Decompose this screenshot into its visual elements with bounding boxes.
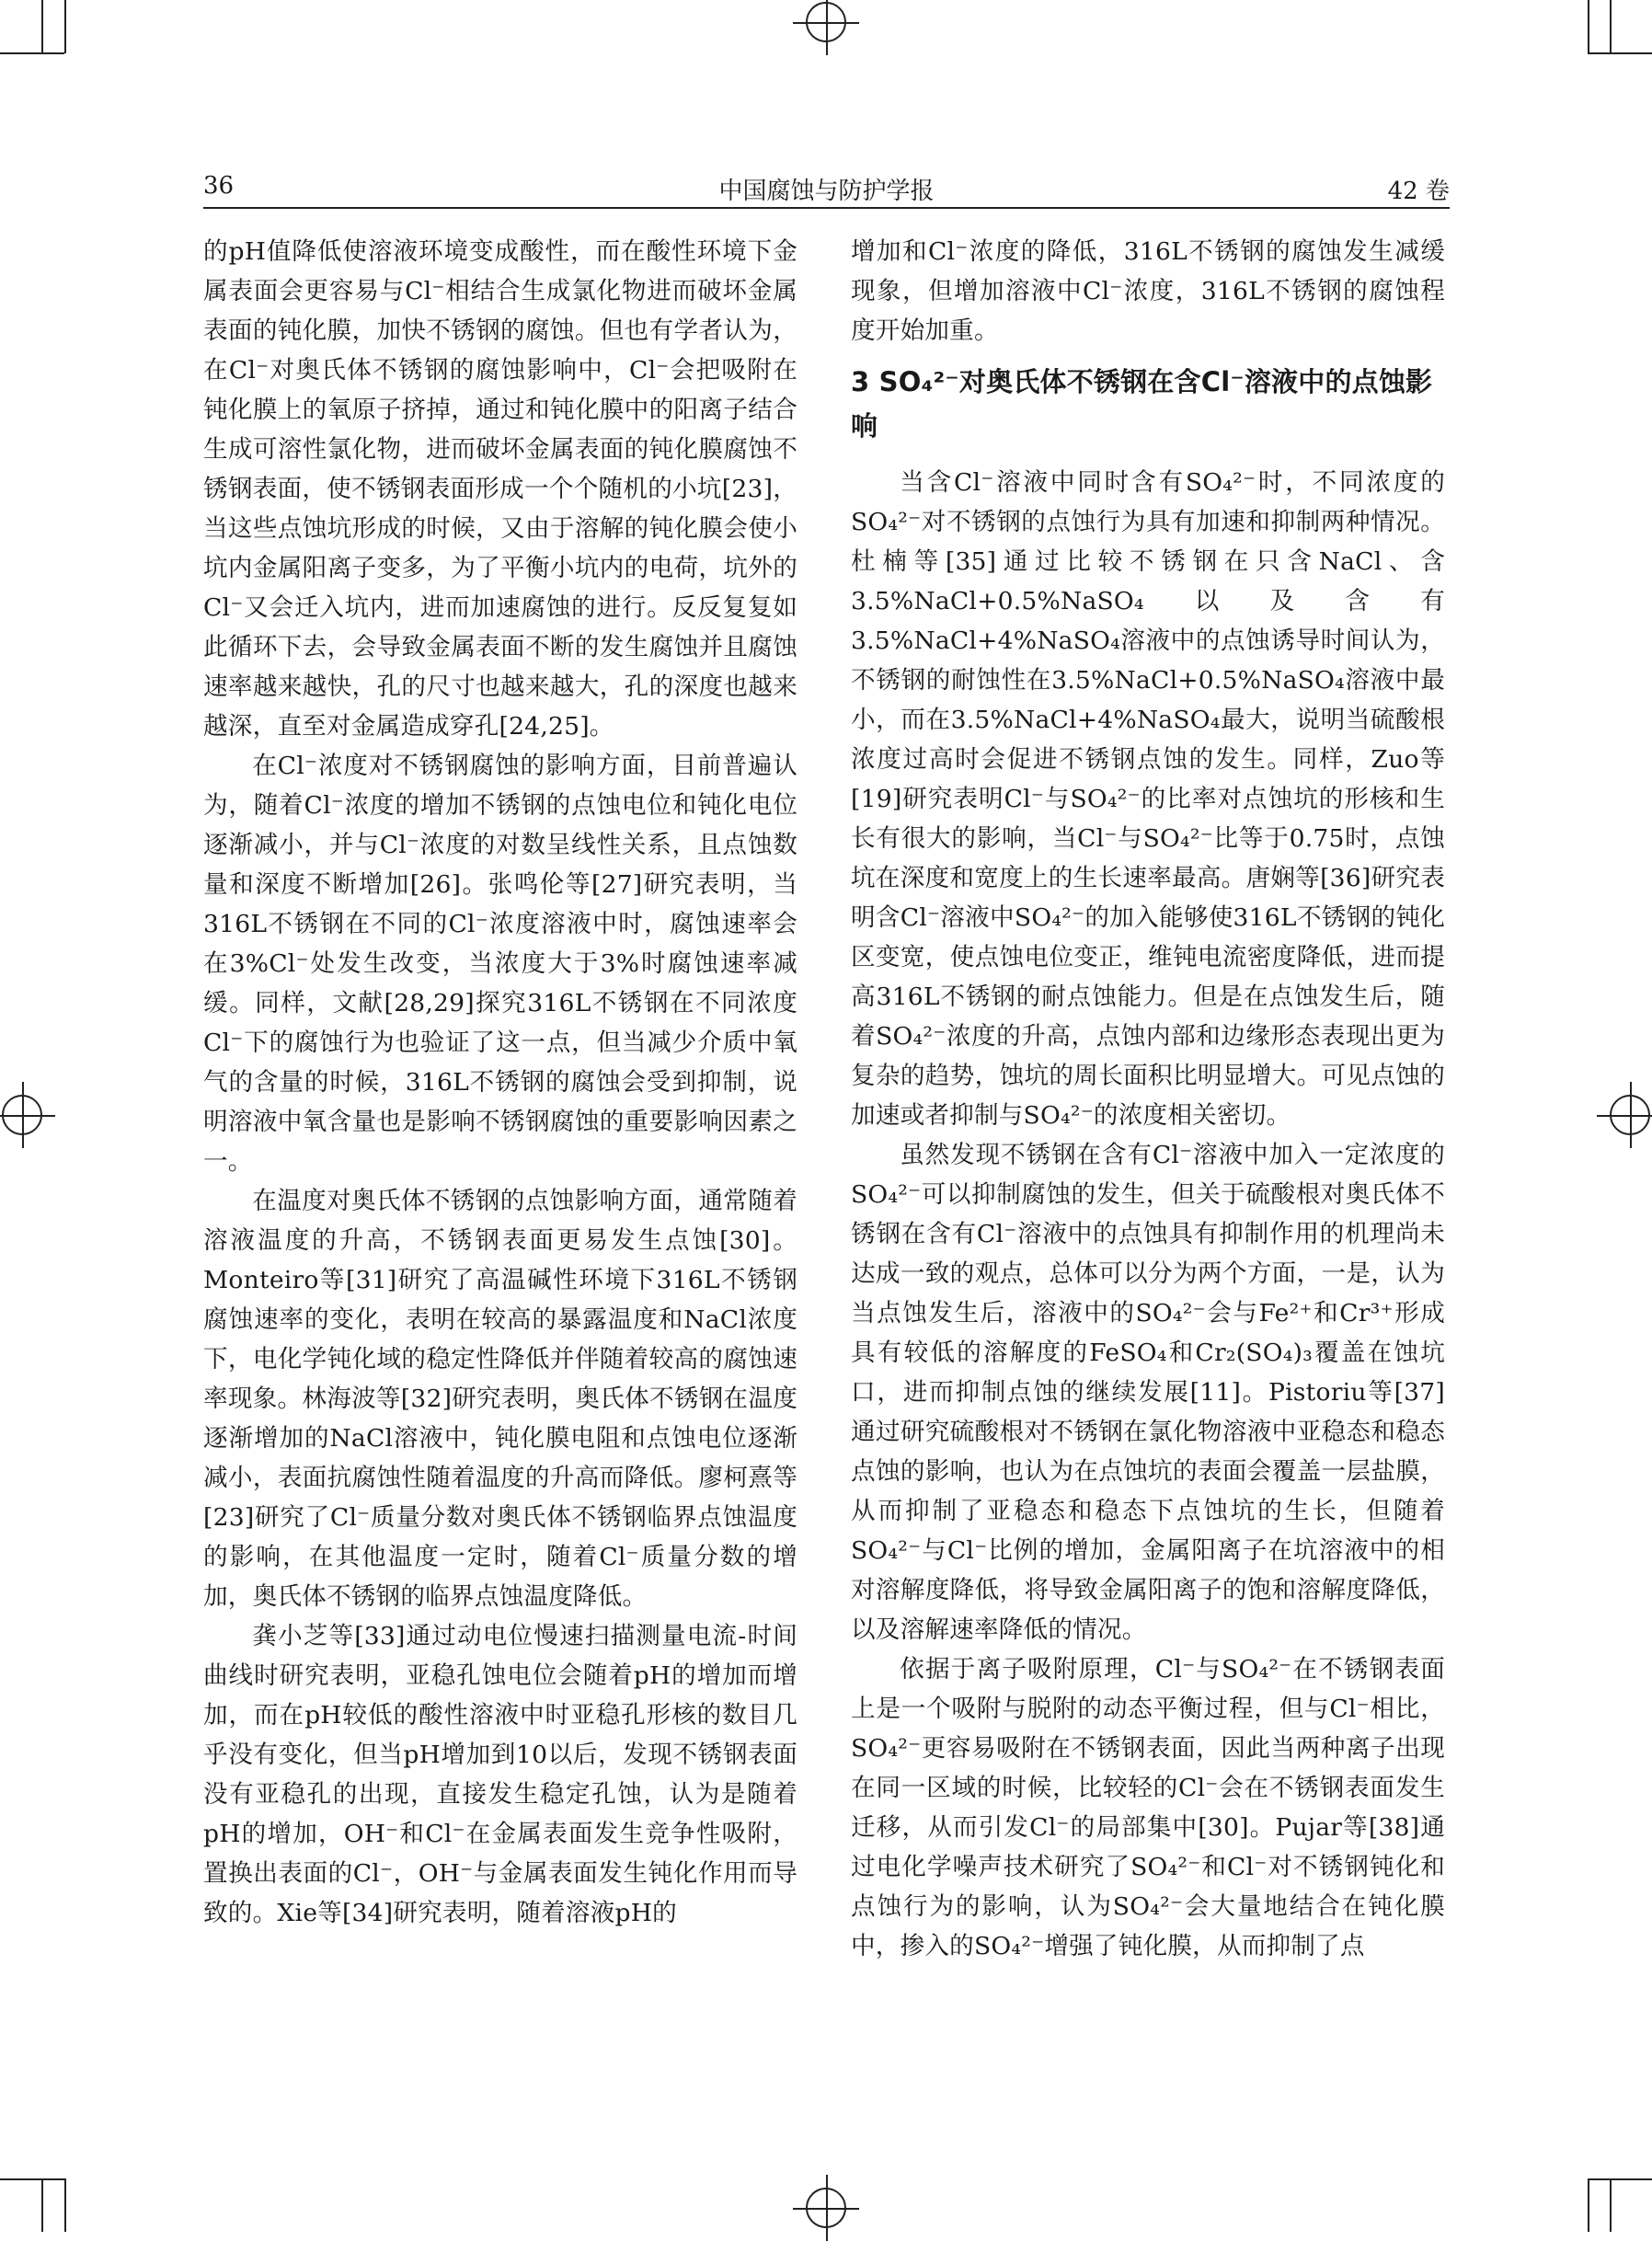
crop-mark-bottom-left-v bbox=[41, 2178, 43, 2232]
section-heading: 3 SO₄²⁻对奥氏体不锈钢在含Cl⁻溶液中的点蚀影响 bbox=[851, 366, 1433, 442]
right-column bbox=[851, 232, 1445, 1966]
registration-mark-top bbox=[806, 2, 846, 42]
paragraph: 增加和Cl⁻浓度的降低，316L不锈钢的腐蚀发生减缓现象，但增加溶液中Cl⁻浓度，316L不锈钢的腐蚀程度开始加重。 bbox=[851, 237, 1445, 345]
left-column bbox=[203, 232, 797, 1933]
paragraph: 的pH值降低使溶液环境变成酸性，而在酸性环境下金属表面会更容易与Cl⁻相结合生成氯化物进而破坏金属表面的钝化膜，加快不锈钢的腐蚀。但也有学者认为，在Cl⁻对奥氏体不锈钢的腐蚀影响中，Cl⁻会把吸附在钝化膜上的氧原子挤掉，通过和钝化膜中的阳离子结合生成可溶性氯化物，进而破坏金属表面的钝化膜腐蚀不锈钢表面，使不锈钢表面形成一个个随机的小坑[23]，当这些点蚀坑形成的时候，又由于溶解的钝化膜会使小坑内金属阳离子变多，为了平衡小坑内的电荷，坑外的Cl⁻又会迁入坑内，进而加速腐蚀的进行。反反复复如此循环下去，会导致金属表面不断的发生腐蚀并且腐蚀速率越来越快，孔的尺寸也越来越大，孔的深度也越来越深，直至对金属造成穿孔[24,25]。 bbox=[203, 237, 797, 741]
registration-mark-bottom bbox=[806, 2188, 846, 2228]
paragraph: 依据于离子吸附原理，Cl⁻与SO₄²⁻在不锈钢表面上是一个吸附与脱附的动态平衡过程，但与Cl⁻相比，SO₄²⁻更容易吸附在不锈钢表面，因此当两种离子出现在同一区域的时候，比较轻的Cl⁻会在不锈钢表面发生迁移，从而引发Cl⁻的局部集中[30]。Pujar等[38]通过电化学噪声技术研究了SO₄²⁻和Cl⁻对不锈钢钝化和点蚀行为的影响，认为SO₄²⁻会大量地结合在钝化膜中，掺入的SO₄²⁻增强了钝化膜，从而抑制了点 bbox=[851, 1655, 1445, 1960]
crop-mark-top-left-v bbox=[41, 0, 43, 53]
crop-mark-bottom-right-v2 bbox=[1610, 2178, 1612, 2232]
registration-mark-left bbox=[2, 1095, 42, 1135]
crop-mark-top-right-v bbox=[1588, 0, 1589, 53]
crop-mark-top-left-h bbox=[0, 52, 64, 54]
paragraph: 龚小芝等[33]通过动电位慢速扫描测量电流-时间曲线时研究表明，亚稳孔蚀电位会随着pH的增加而增加，而在pH较低的酸性溶液中时亚稳孔形核的数目几乎没有变化，但当pH增加到10以后，发现不锈钢表面没有亚稳孔的出现，直接发生稳定孔蚀，认为是随着pH的增加，OH⁻和Cl⁻在金属表面发生竞争性吸附，置换出表面的Cl⁻，OH⁻与金属表面发生钝化作用而导致的。Xie等[34]研究表明，随着溶液pH的 bbox=[203, 1622, 797, 1927]
volume-label: 42 卷 bbox=[1387, 178, 1450, 205]
crop-mark-top-right-h bbox=[1588, 52, 1652, 54]
registration-mark-right bbox=[1610, 1095, 1650, 1135]
paragraph: 当含Cl⁻溶液中同时含有SO₄²⁻时，不同浓度的SO₄²⁻对不锈钢的点蚀行为具有加速和抑制两种情况。杜楠等[35]通过比较不锈钢在只含NaCl、含3.5%NaCl+0.5%NaSO₄以及含有3.5%NaCl+4%NaSO₄溶液中的点蚀诱导时间认为，不锈钢的耐蚀性在3.5%NaCl+0.5%NaSO₄溶液中最小，而在3.5%NaCl+4%NaSO₄最大，说明当硫酸根浓度过高时会促进不锈钢点蚀的发生。同样，Zuo等[19]研究表明Cl⁻与SO₄²⁻的比率对点蚀坑的形核和生长有很大的影响，当Cl⁻与SO₄²⁻比等于0.75时，点蚀坑在深度和宽度上的生长速率最高。唐娴等[36]研究表明含Cl⁻溶液中SO₄²⁻的加入能够使316L不锈钢的钝化区变宽，使点蚀电位变正，维钝电流密度降低，进而提高316L不锈钢的耐点蚀能力。但是在点蚀发生后，随着SO₄²⁻浓度的升高，点蚀内部和边缘形态表现出更为复杂的趋势，蚀坑的周长面积比明显增大。可见点蚀的加速或者抑制与SO₄²⁻的浓度相关密切。 bbox=[851, 468, 1445, 1130]
crop-mark-top-left-v2 bbox=[64, 0, 66, 53]
journal-title: 中国腐蚀与防护学报 bbox=[718, 178, 935, 205]
header-rule bbox=[203, 207, 1450, 209]
running-header bbox=[203, 168, 1450, 205]
paragraph: 在温度对奥氏体不锈钢的点蚀影响方面，通常随着溶液温度的升高，不锈钢表面更易发生点蚀[30]。Monteiro等[31]研究了高温碱性环境下316L不锈钢腐蚀速率的变化，表明在较高的暴露温度和NaCl浓度下，电化学钝化域的稳定性降低并伴随着较高的腐蚀速率现象。林海波等[32]研究表明，奥氏体不锈钢在温度逐渐增加的NaCl溶液中，钝化膜电阻和点蚀电位逐渐减小，表面抗腐蚀性随着温度的升高而降低。廖柯熹等[23]研究了Cl⁻质量分数对奥氏体不锈钢临界点蚀温度的影响，在其他温度一定时，随着Cl⁻质量分数的增加，奥氏体不锈钢的临界点蚀温度降低。 bbox=[203, 1187, 797, 1611]
paragraph: 在Cl⁻浓度对不锈钢腐蚀的影响方面，目前普遍认为，随着Cl⁻浓度的增加不锈钢的点蚀电位和钝化电位逐渐减小，并与Cl⁻浓度的对数呈线性关系，且点蚀数量和深度不断增加[26]。张鸣伦等[27]研究表明，当316L不锈钢在不同的Cl⁻浓度溶液中时，腐蚀速率会在3%Cl⁻处发生改变，当浓度大于3%时腐蚀速率减缓。同样，文献[28,29]探究316L不锈钢在不同浓度Cl⁻下的腐蚀行为也验证了这一点，但当减少介质中氧气的含量的时候，316L不锈钢的腐蚀会受到抑制，说明溶液中氧含量也是影响不锈钢腐蚀的重要影响因素之一。 bbox=[203, 752, 797, 1176]
crop-mark-top-right-v2 bbox=[1610, 0, 1612, 53]
crop-mark-bottom-right-v bbox=[1588, 2178, 1589, 2232]
page-number: 36 bbox=[203, 172, 235, 200]
crop-mark-bottom-left-h bbox=[0, 2178, 64, 2180]
paragraph: 虽然发现不锈钢在含有Cl⁻溶液中加入一定浓度的SO₄²⁻可以抑制腐蚀的发生，但关于硫酸根对奥氏体不锈钢在含有Cl⁻溶液中的点蚀具有抑制作用的机理尚未达成一致的观点，总体可以分为两个方面，一是，认为当点蚀发生后，溶液中的SO₄²⁻会与Fe²⁺和Cr³⁺形成具有较低的溶解度的FeSO₄和Cr₂(SO₄)₃覆盖在蚀坑口，进而抑制点蚀的继续发展[11]。Pistoriu等[37]通过研究硫酸根对不锈钢在氯化物溶液中亚稳态和稳态点蚀的影响，也认为在点蚀坑的表面会覆盖一层盐膜，从而抑制了亚稳态和稳态下点蚀坑的生长，但随着SO₄²⁻与Cl⁻比例的增加，金属阳离子在坑溶液中的相对溶解度降低，将导致金属阳离子的饱和溶解度降低，以及溶解速率降低的情况。 bbox=[851, 1141, 1445, 1644]
crop-mark-bottom-right-h bbox=[1588, 2178, 1652, 2180]
crop-mark-bottom-left-v2 bbox=[64, 2178, 66, 2232]
